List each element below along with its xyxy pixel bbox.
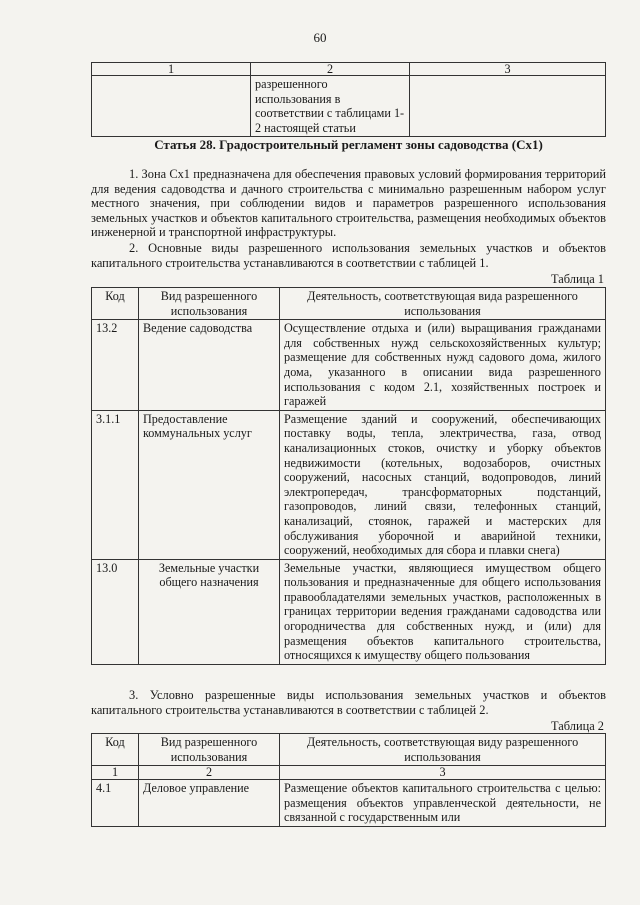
row-kind: Ведение садоводства — [139, 320, 280, 411]
row-activity: Осуществление отдыха и (или) выращивания гражданами для собственных нужд сельскохозяйственных культур; размещение для собственных нужд садового дома, жилого дома, указанного в описании вида разрешенного использования с кодом 2.1, хозяйственных построек и гаражей — [280, 320, 606, 411]
header-code: Код — [92, 734, 139, 766]
header-code: Код — [92, 288, 139, 320]
page-number: 60 — [313, 30, 327, 45]
header-kind: Вид разрешенного использования — [139, 734, 280, 766]
table-1 — [91, 287, 606, 665]
row-activity: Размещение зданий и сооружений, обеспечивающих поставку воды, тепла, электричества, газа, отвод канализационных стоков, очистку и уборку объектов недвижимости (котельных, водозаборов, очистных сооружений, насосных станций, водопроводов, линий электропередач, трансформаторных подстанций, газопроводов, линий связи, телефонных станций, канализаций, стоянок, гаражей и мастерских для обслуживания уборочной и аварийной техники, сооружений, необходимых для сбора и плавки снега) — [280, 410, 606, 559]
table-row — [92, 780, 606, 827]
row-code: 13.0 — [92, 559, 139, 664]
paragraph-2: 2. Основные виды разрешенного использования земельных участков и объектов капитального строительства устанавливаются в соответствии с таблицей 1. — [91, 241, 606, 270]
article-heading: Статья 28. Градостроительный регламент зоны садоводства (Сх1) — [154, 137, 543, 152]
col-number-1: 1 — [92, 63, 251, 76]
table-header-row — [92, 288, 606, 320]
paragraph-3: 3. Условно разрешенные виды использования земельных участков и объектов капитального строительства устанавливаются в соответствии с таблицей 2. — [91, 688, 606, 717]
column-number-row — [92, 766, 606, 780]
empty-cell — [410, 76, 606, 137]
continuation-cell: разрешенного использования в соответствии с таблицами 1-2 настоящей статьи — [251, 76, 410, 137]
row-code: 13.2 — [92, 320, 139, 411]
row-activity: Размещение объектов капитального строительства с целью: размещения объектов управленческой деятельности, не связанной с государственным или — [280, 780, 606, 827]
column-number-row — [92, 63, 606, 76]
empty-cell — [92, 76, 251, 137]
row-activity: Земельные участки, являющиеся имуществом общего пользования и предназначенные для общего использования правообладателями земельных участков, расположенных в границах территории ведения гражданами садоводства или огородничества для собственных нужд, и (или) для размещения объектов капитального строительства, относящихся к имуществу общего пользования — [280, 559, 606, 664]
col-number-2: 2 — [251, 63, 410, 76]
row-kind: Предоставление коммунальных услуг — [139, 410, 280, 559]
col-number-2: 2 — [139, 766, 280, 780]
row-kind: Деловое управление — [139, 780, 280, 827]
table-row — [92, 76, 606, 137]
header-kind: Вид разрешенного использования — [139, 288, 280, 320]
header-activity: Деятельность, соответствующая виду разрешенного использования — [280, 734, 606, 766]
col-number-3: 3 — [410, 63, 606, 76]
table-2 — [91, 733, 606, 827]
table-row — [92, 559, 606, 664]
table2-caption: Таблица 2 — [551, 719, 604, 733]
table-row — [92, 320, 606, 411]
row-kind: Земельные участки общего назначения — [139, 559, 280, 664]
row-code: 3.1.1 — [92, 410, 139, 559]
col-number-1: 1 — [92, 766, 139, 780]
table-header-row — [92, 734, 606, 766]
col-number-3: 3 — [280, 766, 606, 780]
table1-caption: Таблица 1 — [551, 272, 604, 286]
continuation-table — [91, 62, 606, 137]
paragraph-1: 1. Зона Сх1 предназначена для обеспечения правовых условий формирования территорий для ведения садоводства и дачного строительства с минимально разрешенным набором услуг местного значения, при соблюдении видов и параметров разрешенного использования земельных участков и объектов капитального строительства, размещения необходимых объектов инженерной и транспортной инфраструктуры. — [91, 167, 606, 240]
table-row — [92, 410, 606, 559]
header-activity: Деятельность, соответствующая вида разрешенного использования — [280, 288, 606, 320]
row-code: 4.1 — [92, 780, 139, 827]
